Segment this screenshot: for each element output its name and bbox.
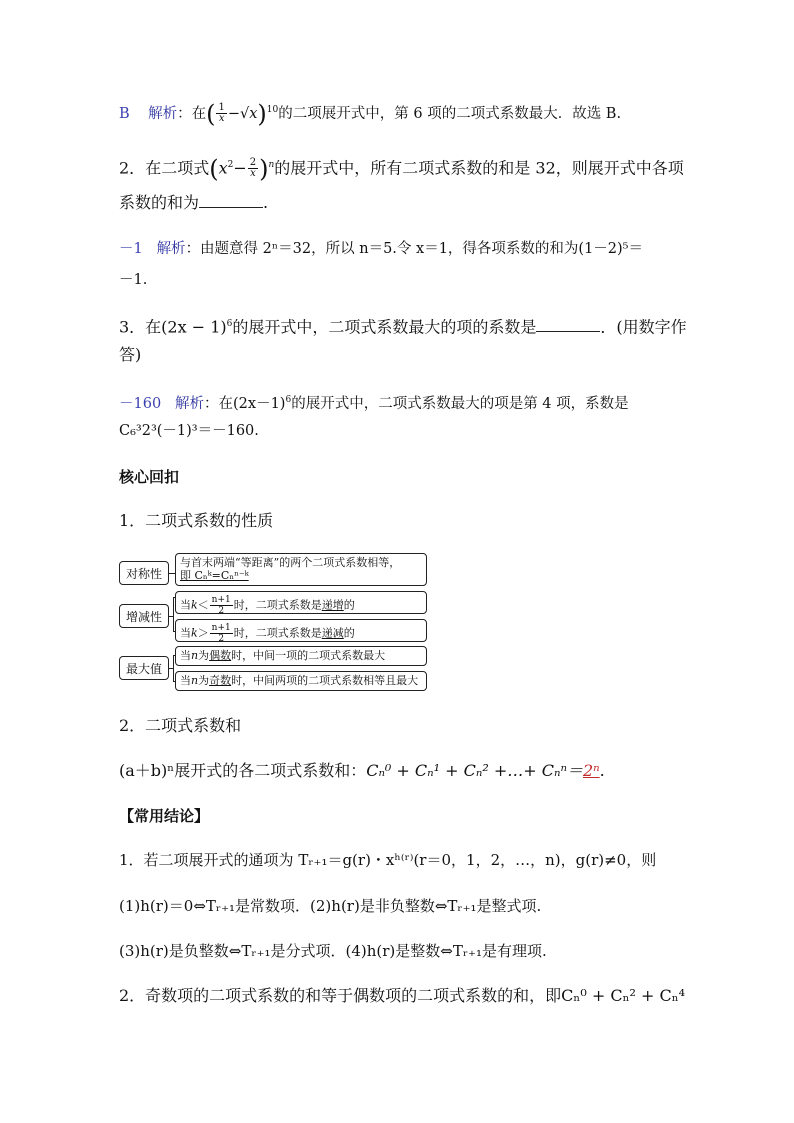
category-monotonic: 增减性 [119,604,169,628]
odd-n: n [191,674,199,687]
conclusion2-line: 2．奇数项的二项式系数的和等于偶数项的二项式系数的和，即Cₙ⁰ + Cₙ² + Cₙ⁴ [119,986,686,1005]
connector [169,616,173,617]
q3-line1 [119,314,687,337]
q1-answer: B [119,105,130,122]
a3-text-a: ：在(2x－1) [204,395,286,412]
symmetry-text-1: 与首末两端“等距离”的两个二项式系数相等， [180,556,401,569]
q3-text-c: ．(用数字作 [600,317,687,337]
increasing-fraction: $\frac{n+1}{2}$ [211,595,231,616]
even-mid: 为 [198,649,210,662]
category-symmetry: 对称性 [119,561,169,585]
decreasing-pre: 当 [180,626,191,640]
category-maximum: 最大值 [119,656,169,680]
conclusions-heading: 【常用结论】 [119,807,210,825]
q3-text-b: 的展开式中，二项式系数最大的项的系数是 [232,317,537,337]
a2-line2 [119,270,147,290]
a2-answer: －1 [119,241,143,257]
a3-text-b: 的展开式中，二项式系数最大的项是第 4 项，系数是 [291,395,629,412]
increasing-lt: ＜ [197,598,209,612]
q1-power: 10 [266,105,279,115]
conclusion1-line: 1．若二项展开式的通项为 Tᵣ₊₁＝g(r)・xʰ⁽ʳ⁾(r＝0，1，2，…，n)，g(r)≠0，则 [119,851,657,869]
connector [173,597,174,631]
decreasing-post: 时，二项式系数是 [233,626,322,640]
increasing-post: 时，二项式系数是 [233,598,322,612]
a3-analysis-label: 解析 [175,395,205,412]
q2-minus: − [233,158,247,178]
increasing-end: 的 [343,598,355,612]
increasing-box [175,591,427,614]
decreasing-end: 的 [343,626,355,640]
even-box [175,646,427,666]
even-word: 偶数 [209,649,232,662]
section2-formula-line [119,761,605,781]
q2-text-c: 系数的和为 [119,193,200,212]
q1-text-a: ：在 [177,105,207,122]
q3-blank [536,317,600,332]
a2-line1 [119,239,643,259]
q2-base: x [218,158,228,178]
q2-base-exp: 2 [227,160,234,170]
increasing-k: k [191,598,198,612]
odd-word: 奇数 [209,674,232,687]
q1-text-b: 的二项展开式中，第 6 项的二项式系数最大．故选 B. [278,105,622,122]
a3-answer: －160 [119,395,162,412]
odd-post: 时，中间两项的二项式系数相等且最大 [231,674,419,687]
odd-pre: 当 [180,674,191,687]
a2-text-2: －1. [119,272,148,288]
a3-line2 [119,421,259,441]
decreasing-fraction: $\frac{n+1}{2}$ [211,623,231,644]
q3-text-2: 答) [119,345,142,364]
connector [173,655,174,681]
q2-fraction: $\frac{2}{x}$ [249,157,257,180]
odd-box [175,671,427,691]
q3-line2 [119,345,141,365]
even-n: n [191,649,199,662]
q2-line1: 2．在二项式($x^2-$ $\frac{2}{x}$ )$^n$的展开式中，所有二项式系数的和是 32，则展开式中各项 [119,154,684,183]
core-heading: 核心回扣 [119,468,180,486]
a3-exp: 6 [285,395,292,405]
decreasing-k: k [191,626,198,640]
symmetry-text-2: 即 Cₙᵏ=Cₙⁿ⁻ᵏ [180,569,249,582]
q3-exp: 6 [226,319,233,329]
q2-number: 2． [119,158,146,178]
q2-blank [199,193,263,208]
q1-minus: − [227,105,240,122]
q1-analysis-label: 解析 [148,105,178,122]
q1-answer-line: B 解析：在( $\frac{1}{x}$ −√x)$^{10}$的二项展开式中，第 6 项的二项式系数最大．故选 B. [119,99,622,128]
q2-text-a: 在二项式 [145,158,210,178]
q1-fraction: $\frac{1}{x}$ [218,102,225,125]
symmetry-box [175,553,427,586]
decreasing-gt: ＞ [197,626,209,640]
a2-analysis-label: 解析 [156,241,186,257]
section2-title: 2．二项式系数和 [119,716,242,735]
section1-title: 1．二项式系数的性质 [119,511,274,530]
q2-text-b: 的展开式中，所有二项式系数的和是 32，则展开式中各项 [274,158,684,178]
conclusion1-sub2: (3)h(r)是负整数⇔Tᵣ₊₁是分式项．(4)h(r)是整数⇔Tᵣ₊₁是有理项. [119,942,547,960]
a3-text-2: C₆³2³(－1)³＝－160. [119,423,259,439]
odd-mid: 为 [198,674,210,687]
section2-text: (a＋b)ⁿ展开式的各二项式系数和： [119,761,367,780]
even-post: 时，中间一项的二项式系数最大 [231,649,386,662]
connector [169,668,173,669]
q2-end: . [263,193,269,212]
even-pre: 当 [180,649,191,662]
decreasing-box [175,619,427,642]
decreasing-word: 递减 [321,626,344,640]
q2-line2 [119,193,268,213]
q1-sqrt: √x [240,105,258,122]
a3-line1 [119,390,629,414]
q2-exp: n [268,160,275,170]
section2-answer: 2ⁿ [582,761,600,780]
a2-text: ：由题意得 2ⁿ＝32，所以 n＝5.令 x＝1，得各项系数的和为(1－2)⁵＝ [185,241,643,257]
increasing-word: 递增 [321,598,344,612]
increasing-pre: 当 [180,598,191,612]
conclusion1-sub1: (1)h(r)＝0⇔Tᵣ₊₁是常数项．(2)h(r)是非负整数⇔Tᵣ₊₁是整式项. [119,897,542,915]
section2-formula: Cₙ⁰ + Cₙ¹ + Cₙ² +…+ Cₙⁿ＝ [366,761,583,780]
q3-text-a: 3．在(2x − 1) [119,317,227,337]
section2-end: . [599,761,605,780]
